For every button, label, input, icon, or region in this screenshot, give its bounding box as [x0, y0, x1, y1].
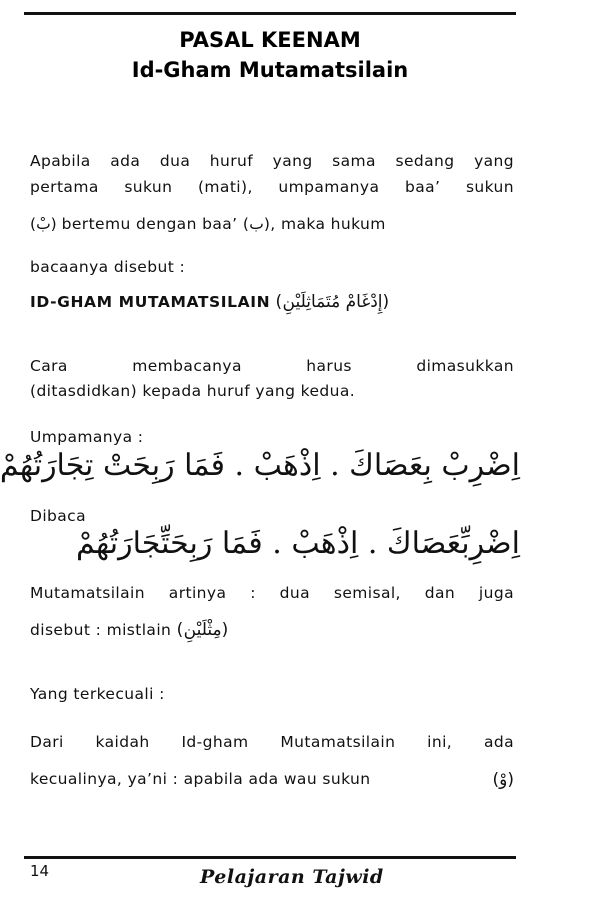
- arabic-letter: ب: [249, 215, 264, 233]
- paragraph-line: Dari kaidah Id-gham Mutamatsilain ini, ada: [30, 733, 514, 751]
- paragraph-line: [30, 770, 514, 790]
- word: Cara: [30, 357, 68, 375]
- chapter-subtitle: Id-Gham Mutamatsilain: [131, 58, 409, 82]
- paragraph-line: pertama sukun (mati), umpamanya baa’ sukun: [30, 178, 514, 196]
- example-arabic: اِضْرِبْ بِعَصَاكَ . اِذْهَبْ . فَمَا رَبِحَتْ تِجَارَتُهُمْ: [0, 448, 520, 483]
- term-arabic: (إِدْغَامْ مُتَمَاثِلَيْنِ): [275, 292, 390, 312]
- word: harus: [306, 357, 352, 375]
- term-line: [30, 292, 514, 312]
- paragraph-text: ) bertemu dengan baa’ (: [50, 215, 250, 233]
- read-label: Dibaca: [30, 507, 86, 525]
- arabic-word: (مِثْلَيْنِ): [176, 620, 229, 640]
- paragraph-line: (ditasdidkan) kepada huruf yang kedua.: [30, 382, 356, 400]
- bottom-rule: [24, 856, 516, 859]
- word: membacanya: [132, 357, 242, 375]
- paragraph-text: ), maka hukum: [263, 215, 386, 233]
- paragraph-line: Mutamatsilain artinya : dua semisal, dan juga: [30, 584, 514, 602]
- arabic-letter: (وْ): [492, 770, 514, 790]
- paragraph-line: [30, 357, 514, 375]
- exception-label: Yang terkecuali :: [30, 685, 165, 703]
- paragraph-line: [30, 215, 514, 233]
- page-number: 14: [30, 862, 50, 880]
- paragraph-text: disebut : mistlain: [30, 621, 172, 639]
- example-label: Umpamanya :: [30, 428, 144, 446]
- paren: (: [30, 215, 37, 233]
- arabic-letter: بْ: [36, 215, 51, 233]
- paragraph-line: bacaanya disebut :: [30, 258, 186, 276]
- paragraph-text: kecualinya, ya’ni : apabila ada wau sukun: [30, 770, 371, 788]
- paragraph-line: [30, 620, 514, 640]
- chapter-title: PASAL KEENAM: [179, 28, 361, 52]
- term-latin: ID-GHAM MUTAMATSILAIN: [30, 293, 271, 311]
- read-arabic: اِضْرِبِّعَصَاكَ . اِذْهَبْ . فَمَا رَبِحَتِّجَارَتُهُمْ: [75, 526, 520, 561]
- paragraph-line: Apabila ada dua huruf yang sama sedang yang: [30, 152, 514, 170]
- top-rule: [24, 12, 516, 15]
- book-title: Pelajaran Tajwid: [200, 866, 384, 888]
- word: dimasukkan: [416, 357, 514, 375]
